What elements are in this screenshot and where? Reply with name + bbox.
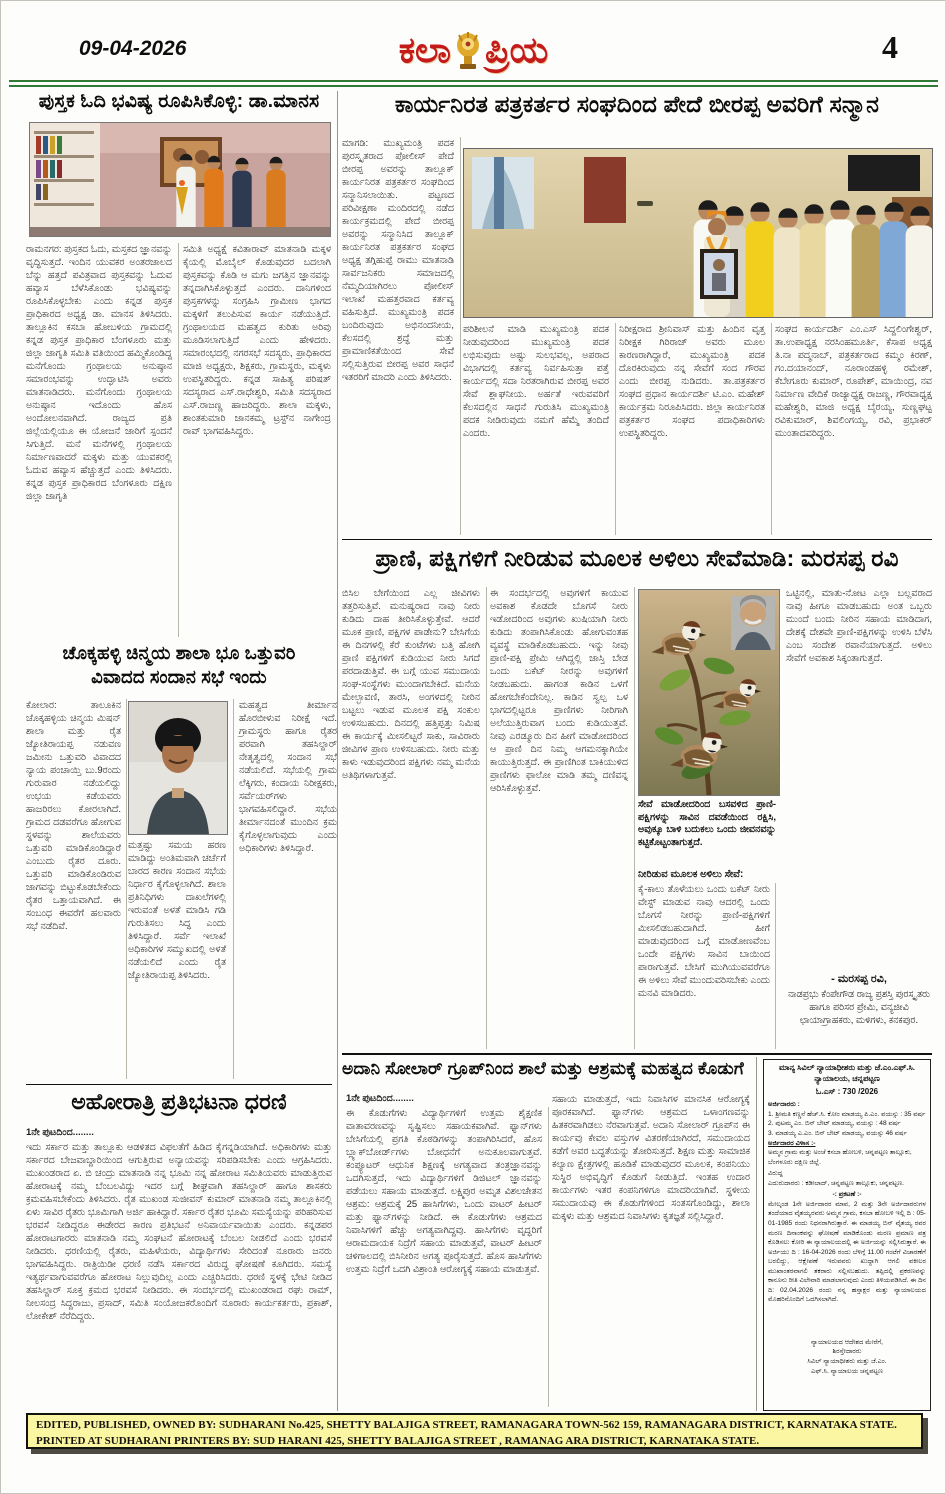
adani-continued-from: 1ನೇ ಪುಟದಿಂದ........ (346, 1093, 414, 1104)
squirrel-col2: ಈ ಸಂದರ್ಭದಲ್ಲಿ ಅವುಗಳಿಗೆ ಕಾಯುವ ಅವಕಾಶ ಕೊಡದೇ ಬೊಗಸೆ ನೀರು ಇಡೋದರಿಂದ ಅವುಗಳು ಖುಷಿಯಾಗಿ ನೀರು ಕುಡಿದು ತಂಪಾಗಿಸಿಕೊಂಡು ಹೋಗುವಂತಹ ವ್ಯವಸ್ಥೆ ಮಾಡಿಕೊಡಬಹುದು. ಇನ್ನು ನೀವು ಪ್ರಾಣಿ-ಪಕ್ಷಿ ಪ್ರೇಮಿ ಆಗಿದ್ದಲ್ಲಿ ಜಾಸ್ತಿ ಬೇಡ ಒಂದು ಬಕೆಟ್ ನೀರನ್ನು ಅವುಗಳಿಗೆ ನೀಡಬಹುದು. ಹಾಗಂತ ಕಾಡಿನ ಒಳಗೆ ಹೋಗಬೇಕೆಂದೇನಿಲ್ಲ. ಕಾಡಿನ ಸ್ವಲ್ಪ ಒಳ ಭಾಗದಲ್ಲಿಟ್ಟರೂ ಪ್ರಾಣಿಗಳು ನೀರಿಗಾಗಿ ಅಲೆಯುತ್ತಿರುವಾಗ ಬಂದು ಕುಡಿಯುತ್ತವೆ. ನೀವು ಎರಡ್ಮೂರು ದಿನ ಹೀಗೆ ಮಾಡೋದರಿಂದ ಆ ಪ್ರಾಣಿ ದಿನ ನಿಮ್ಮ ಆಗಮನಕ್ಕಾಗಿಯೇ ಕಾಯುತ್ತಿರುತ್ತದೆ. ಈ ಪ್ರಾಣಿಗಿಂತ ಬಾಕಿಯುಳಿದ ಪ್ರಾಣಿಗಳು ಫಾಲೋ ಮಾಡಿ ತಮ್ಮ ದಣಿವನ್ನ ಆರಿಸಿಕೊಳ್ಳುತ್ತವೆ. (490, 587, 635, 1049)
farmer-portrait-photo (128, 701, 228, 835)
sparrows-photo (638, 589, 780, 796)
notice-applicant-1: 1. ಶ್ರೀಮತಿ ಕಣ್ಣನೆ ಹೆಚ್.ಸಿ. ಕೋಂ ಮಾಡಯ್ಯ ಪಿ.ಎಂ. ವಯಸ್ಸು : 35 ವರ್ಷ (768, 1110, 926, 1118)
notice-address-label: ಅರ್ಜಿದಾರರ ವಿಳಾಸ :- (768, 1139, 816, 1147)
squirrel-col1: ಬಿಸಿಲ ಬೇಗೆಯಿಂದ ಎಲ್ಲ ಜೀವಿಗಳು ತತ್ತರಿಸುತ್ತಿವೆ. ಮನುಷ್ಯರಾದ ನಾವು ನೀರು ಕುಡಿದು ದಾಹ ತೀರಿಸಿಕೊಳ್ಳುತ್ತೇವೆ. ಆದರೆ ಮೂಕ ಪ್ರಾಣಿ, ಪಕ್ಷಿಗಳ ಪಾಡೇನು? ಬೇಸಿಗೆಯ ಈ ದಿನಗಳಲ್ಲಿ ಕೆರೆ ಕುಂಟೆಗಳು ಬತ್ತಿ ಹೋಗಿ ಪ್ರಾಣಿ ಪಕ್ಷಿಗಳಿಗೆ ಕುಡಿಯುವ ನೀರು ಸಿಗದೆ ಪರದಾಡುತ್ತಿವೆ. ಈ ಬಗ್ಗೆ ಯುವ ಸಮುದಾಯ ಸಂಘ-ಸಂಸ್ಥೆಗಳು ಮುಂದಾಗಬೇಕಿದೆ. ಮನೆಯ ಮೇಲ್ಛಾವಣಿ, ತಾರಸಿ, ಅಂಗಳದಲ್ಲಿ ನೀರಿನ ಬಟ್ಟಲು ಇಡುವ ಮೂಲಕ ಪಕ್ಷಿ ಸಂಕುಲ ಉಳಿಸಬಹುದು. ದಿನದಲ್ಲಿ ಹತ್ತಿಪ್ಪತ್ತು ನಿಮಿಷ ಈ ಕಾರ್ಯಕ್ಕೆ ಮೀಸಲಿಟ್ಟರೆ ಸಾಕು, ಸಾವಿರಾರು ಜೀವಿಗಳ ಪ್ರಾಣ ಉಳಿಸಬಹುದು. ನೀರು ಮತ್ತು ಕಾಳು ಇಡುವುದರಿಂದ ಪಕ್ಷಿಗಳು ನಮ್ಮ ಮನೆಯ ಅತಿಥಿಗಳಾಗುತ್ತವೆ. (342, 587, 487, 1049)
notice-signature-line2: ಶಿರಸ್ತೇದಾರರು (832, 1348, 862, 1356)
book-article-col2: ಸಮಿತಿ ಅಧ್ಯಕ್ಷೆ ಕವಿತಾರಾವ್ ಮಾತನಾಡಿ ಮಕ್ಕಳ ಕೈಯಲ್ಲಿ ಮೊಬೈಲ್ ಕೊಡುವುದರ ಬದಲಾಗಿ ಪುಸ್ತಕವನ್ನು ಕೊಡಿ ಆ ಮಗು ಜಗತ್ತಿನ ಜ್ಞಾನವನ್ನು ತನ್ನದಾಗಿಸಿಕೊಳ್ಳುತ್ತದೆ ಎಂದರು. ದಾನಿಗಳಿಂದ ಪುಸ್ತಕಗಳನ್ನು ಸಂಗ್ರಹಿಸಿ ಗ್ರಾಮೀಣ ಭಾಗದ ಮಕ್ಕಳಿಗೆ ತಲುಪಿಸುವ ಕಾರ್ಯ ನಡೆಯುತ್ತಿದೆ. ಗ್ರಂಥಾಲಯದ ಮಹತ್ವದ ಕುರಿತು ಅರಿವು ಮೂಡಿಸಲಾಗುತ್ತಿದೆ ಎಂದು ಹೇಳಿದರು. ಸಮಾರಂಭದಲ್ಲಿ ನಗರಸಭೆ ಸದಸ್ಯರು, ಪ್ರಾಧಿಕಾರದ ಮಾಜಿ ಅಧ್ಯಕ್ಷರು, ಶಿಕ್ಷಕರು, ಗ್ರಾಮಸ್ಥರು, ಮಕ್ಕಳು ಉಪಸ್ಥಿತರಿದ್ದರು. ಕನ್ನಡ ಸಾಹಿತ್ಯ ಪರಿಷತ್ ಸದಸ್ಯರಾದ ಎಸ್.ರಾಧೇಶ್ವರಿ, ಸಮಿತಿ ಸದಸ್ಯರಾದ ಎಸ್.ರಾಜಣ್ಣ ಹಾಜರಿದ್ದರು. ಶಾಲಾ ಮಕ್ಕಳು, ಶಾಂತಕುಮಾರಿ ಜಾನಕಮ್ಮ ಟ್ರಸ್ಟ್‌ನ ನಾಗೇಂದ್ರ ರಾವ್ ಭಾಗವಹಿಸಿದ್ದರು. (183, 244, 331, 437)
protest-body: ಇದು ಸರ್ಕಾರ ಮತ್ತು ತಾಲ್ಲೂಕು ಆಡಳಿತದ ವಿಫಲತೆಗೆ ಹಿಡಿದ ಕೈಗನ್ನಡಿಯಾಗಿದೆ. ಅಧಿಕಾರಿಗಳು ಮತ್ತು ಸರ್ಕಾರದ ಬೇಜವಾಬ್ದಾರಿಯಿಂದ ಆಗುತ್ತಿರುವ ಅನ್ಯಾಯವನ್ನು ಸರಿಪಡಿಸಬೇಕು ಎಂದು ಆಗ್ರಹಿಸಿದರು. ಮುಖಂಡರಾದ ಏ. ಬಿ ಚಂದ್ರು ಮಾತನಾಡಿ ನನ್ನ ಭೂಮಿ ನನ್ನ ಹೋರಾಟ ಸಮಿತಿಯವರು ಮಾಡುತ್ತಿರುವ ಹೋರಾಟಕ್ಕೆ ನಮ್ಮ ಬೆಂಬಲವಿದ್ದು ಇದರ ಬಗ್ಗೆ ಶೀಘ್ರವಾಗಿ ತಹಸಿಲ್ದಾರ್ ಹಾಗೂ ಶಾಸಕರು ಕ್ರಮವಹಿಸಬೇಕೆಂದು ತಿಳಿಸಿದರು. ರೈತ ಮುಖಂಡ ಸುಜೀವನ್ ಕುಮಾರ್ ಮಾತನಾಡಿ ನಮ್ಮ ತಾಲ್ಲೂಕಿನಲ್ಲಿ ಏಳು ಸಾವಿರ ರೈತರು ಭೂಮಿಗಾಗಿ ಅರ್ಜಿ ಹಾಕಿದ್ದಾರೆ. ಸರ್ಕಾರ ರೈತರ ಭೂಮಿ ಸಮಸ್ಯೆಯನ್ನು ಪರಿಹರಿಸುವ ಭರವಸೆ ನೀಡಿದ್ದರೂ ಈಡೇರದ ಕಾರಣ ಪ್ರತಿಭಟನೆ ಅನಿವಾರ್ಯವಾಯಿತು ಎಂದರು. ಕನ್ನಡಪರ ಹೋರಾಟಗಾರರು ಮಾತನಾಡಿ ನಮ್ಮ ಸಂಘಟನೆ ಹೋರಾಟಕ್ಕೆ ಬೆಂಬಲ ನೀಡಲಿದೆ ಎಂದು ಭರವಸೆ ನೀಡಿದರು. ಧರಣಿಯಲ್ಲಿ ರೈತರು, ಮಹಿಳೆಯರು, ವಿದ್ಯಾರ್ಥಿಗಳು ಸೇರಿದಂತೆ ನೂರಾರು ಜನರು ಭಾಗವಹಿಸಿದ್ದರು. ರಾತ್ರಿಯಿಡೀ ಧರಣಿ ನಡೆಸಿ ಸರ್ಕಾರದ ವಿರುದ್ಧ ಘೋಷಣೆ ಕೂಗಿದರು. ಸಮಸ್ಯೆ ಇತ್ಯರ್ಥವಾಗುವವರೆಗೂ ಹೋರಾಟ ನಿಲ್ಲುವುದಿಲ್ಲ ಎಂದು ಎಚ್ಚರಿಸಿದರು. ಧರಣಿ ಸ್ಥಳಕ್ಕೆ ಭೇಟಿ ನೀಡಿದ ತಹಸಿಲ್ದಾರ್ ಸೂಕ್ತ ಕ್ರಮದ ಭರವಸೆ ನೀಡಿದರು. ಈ ಸಂದರ್ಭದಲ್ಲಿ ಮುಖಂಡರಾದ ರಘು ರಾಮ್, ನೀಲಸಂದ್ರ ಸಿದ್ದರಾಜು, ಪ್ರಸಾದ್, ಸಮಿತಿ ಸಂಯೋಜಕರೊಂದಿಗೆ ನೂರಾರು ಕಾರ್ಯಕರ್ತರು, ಪ್ರಕಾಶ್, ಲೋಕೇಶ್ ನೆರೆದಿದ್ದರು. (26, 1142, 332, 1322)
book-event-photo (29, 122, 331, 237)
book-article-headline: ಪುಸ್ತಕ ಓದಿ ಭವಿಷ್ಯ ರೂಪಿಸಿಕೊಳ್ಳಿ: ಡಾ.ಮಾನಸ (38, 91, 320, 112)
imprint-line-1: EDITED, PUBLISHED, OWNED BY: SUDHARANI No.425, SHETTY BALAJIGA STREET, RAMANAGARA TOWN-562 159, RAMANAGARA DISTRICT, KARNATAKA STATE. (36, 1419, 897, 1431)
book-article-col1: ರಾಮನಗರ: ಪುಸ್ತಕದ ಓದು, ಮಸ್ತಕದ ಜ್ಞಾನವನ್ನು ವೃದ್ಧಿಸುತ್ತದೆ. ಇಂದಿನ ಯುವಕರ ಅಂತರಜಾಲದ ಬೆನ್ನು ಹತ್ತದೆ ಪವಿತ್ರವಾದ ಪುಸ್ತಕವನ್ನು ಓದುವ ಹವ್ಯಾಸ ಬೆಳೆಸಿಕೊಂಡು ಭವಿಷ್ಯವನ್ನು ರೂಪಿಸಿಕೊಳ್ಳಬೇಕು ಎಂದು ಕನ್ನಡ ಪುಸ್ತಕ ಪ್ರಾಧಿಕಾರದ ಅಧ್ಯಕ್ಷ ಡಾ. ಮಾನಸ ತಿಳಿಸಿದರು. ತಾಲ್ಲೂಕಿನ ಕಸಬಾ ಹೋಬಳಿಯ ಗ್ರಾಮದಲ್ಲಿ ಕನ್ನಡ ಪುಸ್ತಕ ಪ್ರಾಧಿಕಾರ ಬೆಂಗಳೂರು ಮತ್ತು ಜಿಲ್ಲಾ ಜಾಗೃತಿ ಸಮಿತಿ ವತಿಯಿಂದ ಹಮ್ಮಿಕೊಂಡಿದ್ದ ಮನೆಗೊಂದು ಗ್ರಂಥಾಲಯ ಅನುಷ್ಠಾನ ಸಮಾರಂಭವನ್ನು ಉದ್ಘಾಟಿಸಿ ಅವರು ಮಾತನಾಡಿದರು. ಮನೆಗೊಂದು ಗ್ರಂಥಾಲಯ ಅನುಷ್ಠಾನ ಇದೊಂದು ಹೊಸ ಅಂದೋಲನವಾಗಿದೆ. ರಾಜ್ಯದ ಪ್ರತಿ ಜಿಲ್ಲೆಯಲ್ಲಿಯೂ ಈ ಯೋಜನೆ ಜಾರಿಗೆ ಸ್ಪಂದನೆ ಸಿಗುತ್ತಿದೆ. ಮನೆ ಮನೆಗಳಲ್ಲಿ ಗ್ರಂಥಾಲಯ ನಿರ್ಮಾಣವಾದರೆ ಮಕ್ಕಳು ಮತ್ತು ಯುವಕರಲ್ಲಿ ಓದುವ ಹವ್ಯಾಸ ಹೆಚ್ಚುತ್ತದೆ ಎಂದು ತಿಳಿಸಿದರು. ಕನ್ನಡ ಪುಸ್ತಕ ಪ್ರಾಧಿಕಾರದ ಬೆಂಗಳೂರು ದಕ್ಷಿಣ ಜಿಲ್ಲಾ ಜಾಗೃತಿ (26, 243, 179, 637)
bottom-section-rule (342, 1053, 932, 1055)
notice-applicants-label: ಅರ್ಜಿದಾರರು : (768, 1101, 800, 1109)
school-article-col2: ಮತ್ತಷ್ಟು ಸಮಯ ಹರಣ ಮಾಡಿದ್ದು ಅಂತಿಮವಾಗಿ ಚರ್ಚೆಗೆ ಬಾರದ ಕಾರಣ ಸಂದಾನ ಸಭೆಯ ನಿರ್ಧಾರ ಕೈಗೊಳ್ಳಲಾಗಿದೆ. ಶಾಲಾ ಪ್ರತಿನಿಧಿಗಳು ದಾಖಲೆಗಳಲ್ಲಿ ಇರುವಂತೆ ಅಳತೆ ಮಾಡಿಸಿ ಗಡಿ ಗುರುತಿಸಲು ಸಿದ್ಧ ಎಂದು ತಿಳಿಸಿದ್ದಾರೆ. ಸರ್ವೆ ಇಲಾಖೆ ಅಧಿಕಾರಿಗಳ ಸಮ್ಮುಖದಲ್ಲಿ ಅಳತೆ ನಡೆಯಲಿದೆ ಎಂದು ರೈತ ಜ್ಯೋತಿರಾಯಪ್ಪ ತಿಳಿಸಿದರು. (128, 840, 226, 981)
notice-address: ಅಮ್ಮನ ಗ್ರಾಮ ಮತ್ತು ಅಂಚೆ ಕಸಬಾ ಹೋಬಳಿ, ಚನ್ನಪಟ್ಟಣ ತಾಲ್ಲೂಕು, ಬೆಂಗಳೂರು ದಕ್ಷಿಣ ಜಿಲ್ಲೆ. (768, 1149, 912, 1166)
felicitation-col4: ಸಂಘದ ಕಾರ್ಯದರ್ಶಿ ಎಂ.ಎಸ್ ಸಿದ್ದಲಿಂಗೇಶ್ವರ್, ತಾ.ಉಪಾಧ್ಯಕ್ಷ ನರಸಿಂಹಮೂರ್ತಿ, ಕೆಸಾಪ ಅಧ್ಯಕ್ಷ ತಿ.ನಾ ಪದ್ಮನಾಬ್, ಪತ್ರಕರ್ತರಾದ ಕಮ್ಮಂ ಕಿರಣ್, ಗಂ.ದಯಾನಂದ್, ನೂರಾಂಡಹಳ್ಳಿ ರಮೇಶ್, ಕೆಬೇಗೂರು ಕುಮಾರ್, ರೂಪೇಶ್, ಮಾಯಿಂದ್ರ, ನವ ನಿರ್ಮಾಣ ವೇದಿಕೆ ರಾಜ್ಯಾಧ್ಯಕ್ಷ ರಾಜಣ್ಣ, ಗೌರವಾಧ್ಯಕ್ಷ ಮಹೇಶ್ವರಿ, ಮಾಜಿ ಅಧ್ಯಕ್ಷ ಬೈರಯ್ಯ, ಸುಣ್ಣಘಟ್ಟ ರವಿಕುಮಾರ್, ಶಿವಲಿಂಗಯ್ಯ, ರವಿ, ಪ್ರಭಾಕರ್ ಮುಂತಾದವರಿದ್ದರು. (775, 324, 932, 439)
notice-signature-line1: ನ್ಯಾಯಾಲಯದ ಆದೇಶದ ಮೇರೆಗೆ, (810, 1338, 884, 1346)
felicitation-headline: ಕಾರ್ಯನಿರತ ಪತ್ರಕರ್ತರ ಸಂಘದಿಂದ ಪೇದೆ ಬೀರಪ್ಪ ಅವರಿಗೆ ಸನ್ಮಾನ (394, 91, 880, 117)
page-number: 4 (882, 29, 898, 65)
adani-col1: ಈ ಕೊಡುಗೆಗಳು ವಿದ್ಯಾರ್ಥಿಗಳಿಗೆ ಉತ್ತಮ ಶೈಕ್ಷಣಿಕ ವಾತಾವರಣವನ್ನು ಸೃಷ್ಟಿಸಲು ಸಹಾಯಕವಾಗಿವೆ. ಫ್ಯಾನ್‌ಗಳು ಬೇಸಿಗೆಯಲ್ಲಿ ಪ್ರಗತಿ ಕೊಠಡಿಗಳನ್ನು ತಂಪಾಗಿರಿಸಿದರೆ, ಹೊಸ ಬ್ಲ್ಯಾಕ್‌ಬೋರ್ಡ್‌ಗಳು ಬೋಧನೆಗೆ ಅನುಕೂಲವಾಗುತ್ತವೆ. ಕಂಪ್ಯೂಟರ್ ಆಧುನಿಕ ಶಿಕ್ಷಣಕ್ಕೆ ಅಗತ್ಯವಾದ ತಂತ್ರಜ್ಞಾನವನ್ನು ಒದಗಿಸುತ್ತದೆ, ಇದು ವಿದ್ಯಾರ್ಥಿಗಳಿಗೆ ಡಿಜಿಟಲ್ ಜ್ಞಾನವನ್ನು ಪಡೆಯಲು ಸಹಾಯ ಮಾಡುತ್ತದೆ. ಲಕ್ಷ್ಮಿಪುರ ಅಮೃತ ವಿಶಲಚೇತನ ಆಶ್ರಮ: ಆಶ್ರಮಕ್ಕೆ 25 ಹಾಸಿಗೆಗಳು, ಒಂದು ವಾಟರ್ ಹೀಟರ್ ಮತ್ತು ಫ್ಯಾನ್‌ಗಳನ್ನು ನೀಡಿದೆ. ಈ ಕೊಡುಗೆಗಳು ಆಶ್ರಮದ ನಿವಾಸಿಗಳಿಗೆ ಹೆಚ್ಚು ಅಗತ್ಯವಾಗಿದ್ದವು. ಹಾಸಿಗೆಗಳು ವೃದ್ಧರಿಗೆ ಆರಾಮದಾಯಕ ನಿದ್ರೆಗೆ ಸಹಾಯ ಮಾಡುತ್ತವೆ, ವಾಟರ್ ಹೀಟರ್ ಚಳಿಗಾಲದಲ್ಲಿ ಬಿಸಿನೀರಿನ ಅಗತ್ಯ ಪೂರೈಸುತ್ತದೆ. ಹೊಸ ಹಾಸಿಗೆಗಳು ಉತ್ತಮ ನಿದ್ರೆಗೆ ಒದಗಿ ವಿಶ್ರಾಂತಿ ಆರೋಗ್ಯಕ್ಕೆ ಸಹಾಯ ಮಾಡುತ್ತವೆ. (346, 1107, 549, 1407)
squirrel-byline-name: - ಮರಸಪ್ಪ ರವಿ, (831, 973, 887, 985)
school-article-col1: ಕೋಲಾರ: ತಾಲೂಕಿನ ಚೊಕ್ಕಹಳ್ಳಿಯ ಚಿನ್ಮಯ ಮಿಷನ್ ಶಾಲಾ ಮತ್ತು ರೈತ ಜ್ಯೋತಿರಾಯಪ್ಪ ನಡುವಣ ಜಮೀನು ಒತ್ತುವರಿ ವಿವಾದದ ನ್ಯಾಯ ಪಂಚಾಯ್ತಿ ಬು.9ರಂದು ಗುರುವಾರ ನಡೆಯಲಿದ್ದು ಉಭಯ ಕಡೆಯವರು ಹಾಜರಿರಲು ಕೋರಲಾಗಿದೆ. ಗ್ರಾಮದ ದಡವರೆಗೂ ಹೋಗುವ ಸ್ಥಳವನ್ನು ಶಾಲೆಯವರು ಒತ್ತುವರಿ ಮಾಡಿಕೊಂಡಿದ್ದಾರೆ ಎಂಬುದು ರೈತರ ದೂರು. ಒತ್ತುವರಿ ಮಾಡಿಕೊಂಡಿರುವ ಜಾಗವನ್ನು ಬಿಟ್ಟುಕೊಡಬೇಕೆಂದು ರೈತರ ಒತ್ತಾಯವಾಗಿದೆ. ಈ ಸಂಬಂಧ ಈವರೆಗೆ ಹಲವಾರು ಸಭೆ ನಡೆದಿವೆ. (26, 699, 127, 1079)
felicitation-group-photo (463, 148, 933, 318)
notice-applicant-3: 3. ಮಾಡಯ್ಯ ಎ.ಎಂ. ಬಿನ್ ಬೇಟ್ ಮಾಡಯ್ಯ, ವಯಸ್ಸು 46 ವರ್ಷ (768, 1130, 907, 1138)
squirrel-col4: ಒಟ್ಟಿನಲ್ಲಿ, ಮಾತು-ನೋಟ ಎಲ್ಲಾ ಬಲ್ಲವರಾದ ನಾವು ಹೀಗೂ ಮಾಡಬಹುದು ಅಂತ ಒಬ್ಬರು ಮುಂದೆ ಬಂದು ನೀರಿನ ಸಹಾಯ ಮಾಡಿದಾಗ, ದೇಶಕ್ಕೆ ದೇಶವೇ ಪ್ರಾಣಿ-ಪಕ್ಷಿಗಳನ್ನು ಉಳಿಸಿ ಬೆಳೆಸಿ ಎಂಬ ಸಂದೇಶ ರವಾನೆಯಾಗುತ್ತದೆ. ಅಳಿಲು ಸೇವೆಗೆ ಅವಕಾಶ ಸಿಕ್ಕಂತಾಗುತ್ತದೆ. (786, 588, 932, 664)
peacock-logo-icon (455, 31, 481, 71)
sparrows-photo-caption: ಸೇವೆ ಮಾಡೋದರಿಂದ ಬಸವಳಿದ ಪ್ರಾಣಿ-ಪಕ್ಷಿಗಳನ್ನು ಸಾವಿನ ದವಡೆಯಿಂದ ರಕ್ಷಿಸಿ, ಅವುಕ್ಕೂ ಬಾಳಿ ಬದುಕಲು ಒಂದು ಜೀವನವನ್ನು ಕಟ್ಟಿಕೊಟ್ಟಂತಾಗುತ್ತದೆ. (638, 799, 776, 848)
squirrel-col3: ಕೈ-ಕಾಲು ತೊಳೆಯಲು ಒಂದು ಬಕೆಟ್ ನೀರು ವೇಸ್ಟ್ ಮಾಡುವ ನಾವು ಆದರಲ್ಲಿ ಒಂದು ಬೊಗಸೆ ನೀರನ್ನು ಪ್ರಾಣಿ-ಪಕ್ಷಿಗಳಿಗೆ ಮೀಸಲಿಡಬಹುದಾಗಿದೆ. ಹೀಗೆ ಮಾಡುವುದರಿಂದ ಒಗ್ಗೆ ಮಾಡೋಣವೆಂಬ ಒಂದೇ ಪಕ್ಷಿಗಳು ಸಾವಿನ ಬಾಯಿಂದ ಪಾರಾಗುತ್ತವೆ. ಬೇಸಿಗೆ ಮುಗಿಯುವವರೆಗೂ ಈ ಅಳಿಲು ಸೇವೆ ಮುಂದುವರಿಸಬೇಕು ಎಂದು ಮನವಿ ಮಾಡಿದರು. (638, 883, 776, 1049)
issue-date: 09-04-2026 (79, 37, 187, 60)
notice-signature-line3: ಸಿವಿಲ್ ನ್ಯಾಯಾಧೀಶರು ಮತ್ತು ಜೆ.ಎಂ. (807, 1357, 887, 1365)
felicitation-col3: ನಿರೀಕ್ಷರಾದ ಶ್ರೀನಿವಾಸ್ ಮತ್ತು ಹಿಂದಿನ ವೃತ್ತ ನಿರೀಕ್ಷಕ ಗಿರಿರಾಜ್ ಅವರು ಮೂಲ ಕಾರಣರಾಗಿದ್ದಾರೆ, ಮುಖ್ಯಮಂತ್ರಿ ಪದಕ ದೊರಕಿರುವುದು ನನ್ನ ಸೇವೆಗೆ ಸಂದ ಗೌರವ ಎಂದು ಬೀರಪ್ಪ ನುಡಿದರು. ತಾ.ಪತ್ರಕರ್ತರ ಸಂಘದ ಪ್ರಧಾನ ಕಾರ್ಯದರ್ಶಿ ಟಿ.ಎಂ. ಮಹೇಶ್ ಕಾರ್ಯಕ್ರಮ ನಿರೂಪಿಸಿದರು. ಜಿಲ್ಲಾ ಕಾರ್ಯನಿರತ ಪತ್ರಕರ್ತರ ಸಂಘದ ಪದಾಧಿಕಾರಿಗಳು ಉಪಸ್ಥಿತರಿದ್ದರು. (619, 323, 772, 535)
masthead-word-right: ಪ್ರಿಯ (485, 29, 549, 70)
adani-headline: ಅದಾನಿ ಸೋಲಾರ್ ಗ್ರೂಪ್‌ನಿಂದ ಶಾಲೆ ಮತ್ತು ಆಶ್ರಮಕ್ಕೆ ಮಹತ್ವದ ಕೊಡುಗೆ (342, 1059, 744, 1078)
felicitation-bottom-rule (342, 539, 932, 540)
notice-publication-label: -: ಪ್ರಕಟಣೆ :- (832, 1191, 862, 1199)
felicitation-col1: ಮಾಗಡಿ: ಮುಖ್ಯಮಂತ್ರಿ ಪದಕ ಪುರಸ್ಕೃತರಾದ ಪೋಲೀಸ್ ಪೇದೆ ಬೀರಪ್ಪ ಅವರನ್ನು ತಾಲ್ಲೂಕ್ ಕಾರ್ಯನಿರತ ಪತ್ರಕರ್ತರ ಸಂಘದಿಂದ ಸನ್ಮಾನಿಸಲಾಯಿತು. ಪಟ್ಟಣದ ಪರಿವೀಕ್ಷಣಾ ಮಂದಿರದಲ್ಲಿ ನಡೆದ ಕಾರ್ಯಕ್ರಮದಲ್ಲಿ ಪೇದೆ ಬೀರಪ್ಪ ಅವರನ್ನು ಸನ್ಮಾನಿಸಿದ ತಾಲ್ಲೂಕ್ ಕಾರ್ಯನಿರತ ಪತ್ರಕರ್ತರ ಸಂಘದ ಅಧ್ಯಕ್ಷ ತಗ್ಗಿಹುಪ್ಪೆ ರಾಮು ಮಾತನಾಡಿ ಸಾರ್ವಜನಿಕರು ಸಮಾಜದಲ್ಲಿ ನೆಮ್ಮದಿಯಾಗಿರಲು ಪೋಲೀಸ್ ಇಲಾಖೆ ಮಹತ್ತರವಾದ ಕರ್ತವ್ಯ ವಹಿಸುತ್ತಿದೆ. ಮುಖ್ಯಮಂತ್ರಿ ಪದಕ ಬಂದಿರುವುದು ಅಭಿನಂದನೀಯ, ಕೆಲಸದಲ್ಲಿ ಶ್ರದ್ಧೆ ಮತ್ತು ಪ್ರಾಮಾಣಿಕತೆಯಿಂದ ಸೇವೆ ಸಲ್ಲಿಸುತ್ತಿರುವ ಬೀರಪ್ಪ ಅವರ ಸಾಧನೆ ಇತರರಿಗೆ ಮಾದರಿ ಎಂದು ತಿಳಿಸಿದರು. (342, 137, 461, 535)
protest-headline: ಅಹೋರಾತ್ರಿ ಪ್ರತಿಭಟನಾ ಧರಣಿ (71, 1089, 287, 1114)
squirrel-byline-desc: ನಾಡಪ್ರಭು ಕೆಂಪೇಗೌಡ ರಾಜ್ಯ ಪ್ರಶಸ್ತಿ ಪುರಸ್ಕೃತರು ಹಾಗೂ ಪರಿಸರ ಪ್ರೇಮಿ, ವನ್ಯಜೀವಿ ಛಾಯಾಗ್ರಾಹಕರು, ಮಳಿಗಳು, ಕನಕಪುರ. (787, 989, 931, 1026)
imprint-line-2: PRINTED AT SUDHARANI PRINTERS BY: SUD HARANI 425, SHETTY BALAJIGA STREET , RAMANAG ARA DISTRICT, KARNATAKA STATE. (36, 1434, 760, 1447)
squirrel-headline: ಪ್ರಾಣಿ, ಪಕ್ಷಿಗಳಿಗೆ ನೀರಿಡುವ ಮೂಲಕ ಅಳಿಲು ಸೇವೆಮಾಡಿ: ಮರಸಪ್ಪ ರವಿ (375, 545, 899, 571)
school-article-headline-line2: ವಿವಾದದ ಸಂದಾನ ಸಭೆ ಇಂದು (91, 667, 267, 687)
squirrel-subhead: ನೀರಿಡುವ ಮೂಲಕ ಅಳಿಲು ಸೇವೆ: (638, 869, 744, 880)
notice-signature-line4: ಎಫ್.ಸಿ. ನ್ಯಾಯಾಲಯ ಚನ್ನಪಟ್ಟಣ (811, 1367, 883, 1375)
notice-body: ಮೇಲ್ಕಂಡ 1ನೇ ಅರ್ಜಿದಾರರ ಮಾವ, 2 ಮತ್ತು 3ನೇ ಅರ್ಜಿದಾರರುಗಳ ತಂದೆಯಾದ ವೈತಯ್ಯರವರು ಅಮ್ಮನ ಗ್ರಾಮ, ಕಸಬಾ ಹೋಬಳಿ ಇಲ್ಲಿ ದಿ : 05-01-1985 ರಂದು ನಿಧನರಾಗಿರುತ್ತಾರೆ. ಈ ಮಾಡಯ್ಯ ಬಿನ್ ವೈತಯ್ಯ ರವರ ಮರಣ ದಿನಾಂಕವನ್ನು ಘೋಷಣೆ ಮಾಡಿಕೊಂಡು ಮರಣ ಪ್ರಮಾಣ ಪತ್ರ ಕೊಡಿಸಲು ಕೋರಿ ಈ ನ್ಯಾಯಾಲಯದಲ್ಲಿ ಈ ಅರ್ಜಿಯನ್ನು ಸಲ್ಲಿಸಿರುತ್ತಾರೆ. ಈ ಅರ್ಜಿಯು ದಿ : 16-04-2026 ರಂದು ಬೆಳಿಗ್ಗೆ 11.00 ಗಂಟೆಗೆ ವಿಚಾರಣೆಗೆ ಬರಲಿದ್ದು, ಆಕ್ಷೇಪಣೆ ಇರುವವರು ಖುದ್ದಾಗಿ ಆಗಲಿ ವಕೀಲರ ಮುಖಾಂತರವಾಗಲಿ ತಕರಾರು ಸಲ್ಲಿಸಬಹುದು. ತಪ್ಪಿದಲ್ಲಿ ಪ್ರಕರಣವನ್ನು ಕಾನೂನು ರೀತಿ ವಿಲೇವಾರಿ ಮಾಡಲಾಗುವುದು ಎಂದು ತಿಳಿಯಪಡಿಸಿದೆ. ಈ ದಿನ ದಿ: 02.04.2026 ರಂದು ನನ್ನ ಹಸ್ತಾಕ್ಷರ ಮತ್ತು ನ್ಯಾಯಾಲಯದ ಮೊಹರಿನೊಂದಿಗೆ ಒದಗಿಸಲಾಗಿದೆ. (768, 1200, 926, 1304)
protest-continued-from: 1ನೇ ಪುಟದಿಂದ........ (26, 1127, 94, 1138)
school-article-headline-line1: ಚೊಕ್ಕಹಳ್ಳಿ ಚಿನ್ಮಯ ಶಾಲಾ ಭೂ ಒತ್ತುವರಿ (62, 643, 296, 663)
imprint-footer (26, 1413, 923, 1449)
masthead-word-left: ಕಲಾ (398, 29, 452, 70)
header-rule-top (9, 80, 938, 82)
court-notice-case-number: ಓ.ಎಸ್ : 730 /2026 (815, 1086, 879, 1096)
header-rule-bottom (9, 85, 938, 87)
notice-versus: ವಿರುದ್ದ (768, 1170, 783, 1178)
notice-left-divider (756, 1057, 757, 1411)
main-column-divider (337, 91, 338, 1411)
court-notice-title: ಮಾನ್ಯ ಸಿವಿಲ್ ನ್ಯಾಯಾಧೀಶರು ಮತ್ತು ಜೆ.ಎಂ.ಎಫ್.ಸಿ. ನ್ಯಾಯಾಲಯ, ಚನ್ನಪಟ್ಟಣ (779, 1063, 915, 1083)
court-notice-box (763, 1059, 931, 1411)
masthead (1, 29, 945, 72)
school-article-col3: ಮಹತ್ವದ ತೀರ್ಮಾನ ಹೊರಬೀಳುವ ನಿರೀಕ್ಷೆ ಇದೆ. ಗ್ರಾಮಸ್ಥರು ಹಾಗೂ ರೈತರ ಪರವಾಗಿ ತಹಸಿಲ್ದಾರ್ ನೇತೃತ್ವದಲ್ಲಿ ಸಂದಾನ ಸಭೆ ನಡೆಯಲಿದೆ. ಸಭೆಯಲ್ಲಿ ಗ್ರಾಮ ಲೆಕ್ಕಿಗರು, ಕಂದಾಯ ನಿರೀಕ್ಷಕರು, ಸರ್ವೆಯರ್‌ಗಳು ಭಾಗವಹಿಸಲಿದ್ದಾರೆ. ಸಭೆಯ ತೀರ್ಮಾನದಂತೆ ಮುಂದಿನ ಕ್ರಮ ಕೈಗೊಳ್ಳಲಾಗುವುದು ಎಂದು ಅಧಿಕಾರಿಗಳು ತಿಳಿಸಿದ್ದಾರೆ. (233, 699, 337, 1079)
adani-col2: ಸಹಾಯ ಮಾಡುತ್ತದೆ, ಇದು ನಿವಾಸಿಗಳ ಮಾನಸಿಕ ಆರೋಗ್ಯಕ್ಕೆ ಪೂರಕವಾಗಿದೆ. ಫ್ಯಾನ್‌ಗಳು ಆಶ್ರಮದ ಒಳಾಂಗಣವನ್ನು ಹಿತಕರವಾಗಿಡಲು ನೆರವಾಗುತ್ತವೆ. ಅದಾನಿ ಸೋಲಾರ್ ಗ್ರೂಪ್‌ನ ಈ ಕಾರ್ಯವು ಕೇವಲ ವಸ್ತುಗಳ ವಿತರಣೆಯಾಗಿರದೆ, ಸಮುದಾಯದ ಕಡೆಗೆ ಅವರ ಬದ್ಧತೆಯನ್ನು ತೋರಿಸುತ್ತದೆ. ಶಿಕ್ಷಣ ಮತ್ತು ಸಾಮಾಜಿಕ ಕಲ್ಯಾಣ ಕ್ಷೇತ್ರಗಳಲ್ಲಿ ಹೂಡಿಕೆ ಮಾಡುವುದರ ಮೂಲಕ, ಕಂಪನಿಯು ಸುಸ್ಥಿರ ಅಭಿವೃದ್ಧಿಗೆ ಕೊಡುಗೆ ನೀಡುತ್ತಿದೆ. ಇಂತಹ ಉದಾರ ಕಾರ್ಯಗಳು ಇತರ ಕಂಪನಿಗಳಿಗೂ ಮಾದರಿಯಾಗಿವೆ. ಸ್ಥಳೀಯ ಸಮುದಾಯವು ಈ ಕೊಡುಗೆಗಳಿಂದ ಸಂತಸಗೊಂಡಿದ್ದು, ಶಾಲಾ ಮಕ್ಕಳು ಮತ್ತು ಆಶ್ರಮದ ನಿವಾಸಿಗಳು ಕೃತಜ್ಞತೆ ಸಲ್ಲಿಸಿದ್ದಾರೆ. (552, 1094, 750, 1222)
protest-top-rule (26, 1084, 332, 1085)
notice-applicant-2: 2. ಪುಟಮ್ಮ ಎಂ. ಬಿನ್ ಬೇಟ್ ಮಾಡಯ್ಯ, ವಯಸ್ಸು : 48 ವರ್ಷ (768, 1120, 901, 1128)
felicitation-col2: ಪರಿಶೀಲನೆ ಮಾಡಿ ಮುಖ್ಯಮಂತ್ರಿ ಪದಕ ನೀಡುವುದರಿಂದ ಮುಖ್ಯಮಂತ್ರಿ ಪದಕ ಲಭಿಸುವುದು ಅಷ್ಟು ಸುಲಭವಲ್ಲ, ಅಪರಾದ ವಿಭಾಗದಲ್ಲಿ ಕರ್ತವ್ಯ ನಿರ್ವಹಿಸುತ್ತಾ ಪತ್ತೆ ಕಾರ್ಯದಲ್ಲಿ ಸದಾ ನಿರತರಾಗಿರುವ ಬೀರಪ್ಪ ಅವರ ಸೇವೆ ಶ್ಲಾಘನೀಯ. ಅರ್ಹತೆ ಇರುವವರಿಗೆ ಕೆಲಸದಲ್ಲಿನ ಸಾಧನೆ ಗುರುತಿಸಿ ಮುಖ್ಯಮಂತ್ರಿ ಪದಕ ನೀಡಿರುವುದು ನಮಗೆ ಹೆಮ್ಮೆ ತಂದಿದೆ ಎಂದರು. (463, 323, 616, 535)
notice-respondent: ಎದುರುದಾರರು : ಕಡೀಲಾದ್, ಚನ್ನಪಟ್ಟಣ ತಾಲ್ಲೂಕು, ಚನ್ನಪಟ್ಟಣ. (768, 1179, 904, 1187)
author-inset-portrait (731, 595, 775, 650)
